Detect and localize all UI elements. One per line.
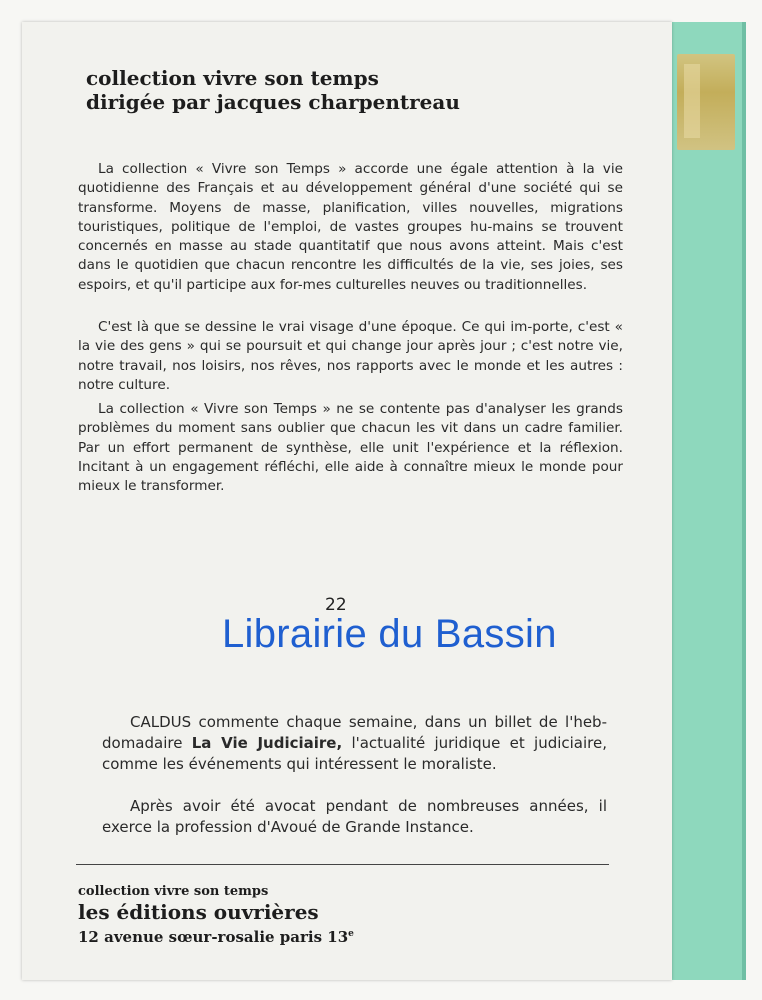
header-line-1: collection vivre son temps <box>86 66 379 90</box>
author-paragraph-1: CALDUS commente chaque semaine, dans un billet de l'heb-domadaire La Vie Judiciaire, l'actualité juridique et judiciaire, comme les événements qui intéressent le moraliste. <box>102 713 607 773</box>
intro-p1-part-a: La collection « Vivre son Temps » accorde une égale attention à la vie quotidienne des Français et au développement général d'une société qui se transforme. Moyens de masse, planification, villes nouvelles, migrations touristiques, politique de l'emploi, de vastes groupes hu <box>78 161 623 235</box>
author-p1-before: CALDUS commente chaque semaine, dans un billet de l'heb <box>130 713 602 731</box>
header-line-2: dirigée par jacques charpentreau <box>86 90 460 114</box>
intro-paragraph-2: C'est là que se dessine le vrai visage d'une époque. Ce qui im-porte, c'est « la vie des gens » qui se poursuit et qui change jour après jour ; c'est notre vie, notre travail, nos loisirs, nos rêves, nos rapports avec le monde et les autres : notre culture. <box>78 319 623 393</box>
publication-title: La Vie Judiciaire, <box>191 734 343 752</box>
book-spine <box>672 22 742 980</box>
publisher-footer <box>78 884 598 946</box>
author-paragraph-2 <box>102 796 607 838</box>
footer-collection: collection vivre son temps <box>78 884 269 899</box>
author-p2: Après avoir été avocat pendant de nombreuses années, il exerce la profession d'Avoué de Grande Instance. <box>102 797 607 836</box>
tape-shine <box>684 64 700 138</box>
intro-p1-part-b: mains se trouvent concernés en masse au stade quantitatif que nous avons atteint. Mais c'est dans le quotidien que chacun rencontre les difficultés de la vie, ses joies, ses espoirs, et qu'il participe aux for <box>78 218 623 293</box>
divider-line <box>76 864 609 865</box>
footer-address-text: 12 avenue sœur-rosalie paris 13 <box>78 928 349 946</box>
watermark-text: Librairie du Bassin <box>222 612 557 656</box>
intro-p1-part-c: mes culturelles neuves ou traditionnelles. <box>302 276 588 293</box>
intro-p2-part-a: C'est là que se dessine le vrai visage d'une époque. Ce qui im <box>98 319 528 335</box>
footer-address-sup: e <box>348 929 354 939</box>
footer-publisher: les éditions ouvrières <box>78 900 319 924</box>
author-p1-mid: domadaire <box>102 734 192 752</box>
intro-p3: La collection « Vivre son Temps » ne se contente pas d'analyser les grands problèmes du moment sans oublier que chacun les vit dans un cadre familier. Par un effort permanent de synthèse, elle unit l'expérience et la réflexion. Incitant à un engagement réfléchi, elle aide à connaître mieux le monde pour mieux le transformer. <box>78 401 623 495</box>
intro-paragraph-3 <box>78 400 623 496</box>
spine-edge <box>742 22 746 980</box>
volume-number: 22 <box>325 595 347 615</box>
collection-header <box>86 66 626 114</box>
footer-address <box>78 925 598 946</box>
author-p1-after: l'actualité juridique et judiciaire, comme les événements qui intéressent le moraliste. <box>102 734 607 773</box>
intro-p2-part-b: porte, c'est « la vie des gens » qui se poursuit et qui change jour après jour ; c'est notre vie, notre travail, nos loisirs, nos rêves, nos rapports avec le monde et les autres : notre culture. <box>78 319 623 393</box>
intro-paragraph-1: La collection « Vivre son Temps » accorde une égale attention à la vie quotidienne des Français et au développement général d'une société qui se transforme. Moyens de masse, planification, villes nouvelles, migrations touristiques, politique de l'emploi, de vastes groupes hu-mains se trouvent concernés en masse au stade quantitatif que nous avons atteint. Mais c'est dans le quotidien que chacun rencontre les difficultés de la vie, ses joies, ses espoirs, et qu'il participe aux for-mes culturelles neuves ou traditionnelles. <box>78 161 623 293</box>
